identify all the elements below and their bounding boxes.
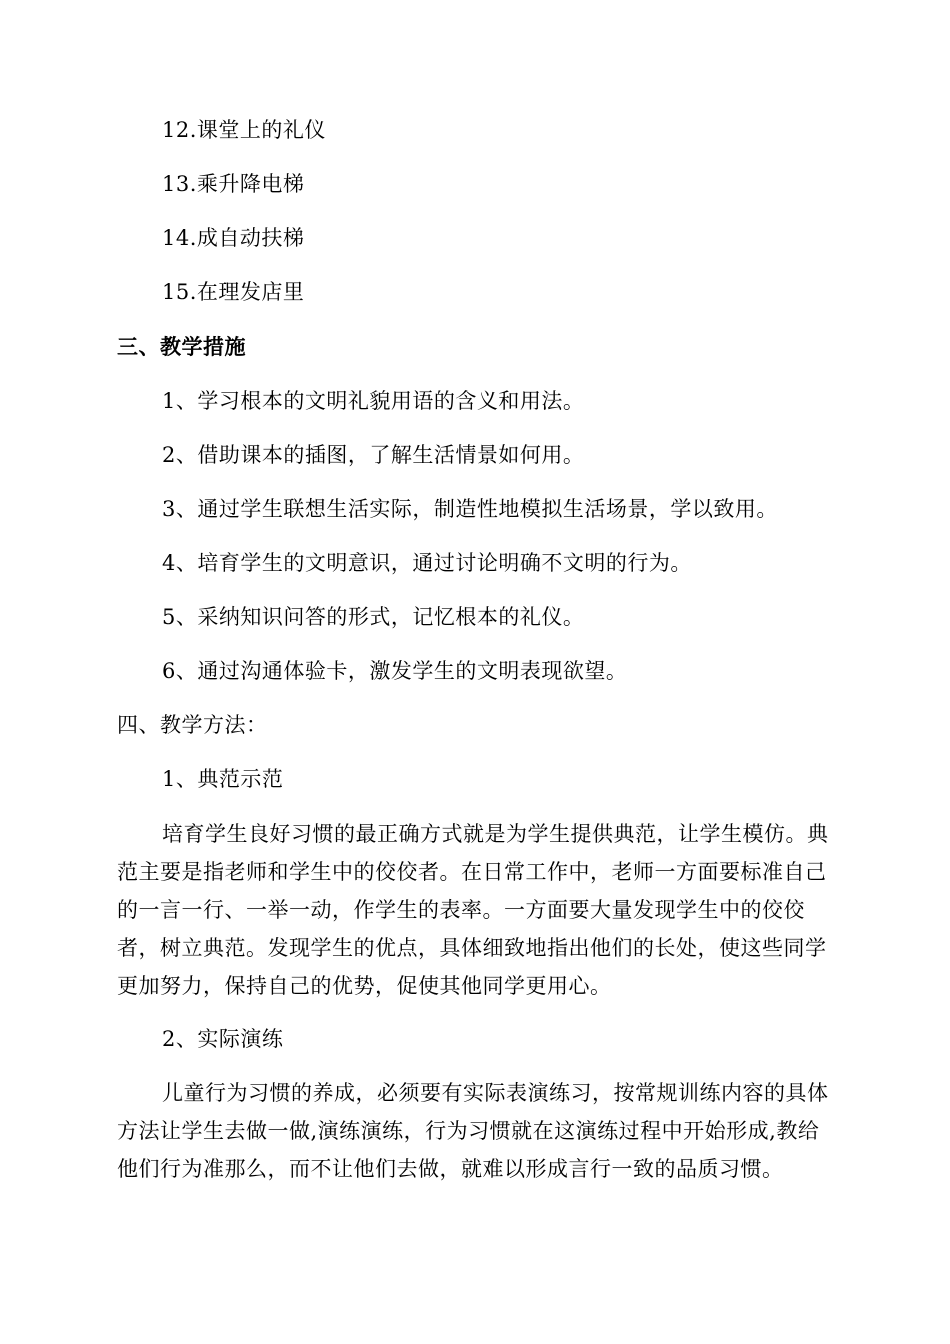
measure-item-3: 3、通过学生联想生活实际，制造性地模拟生活场景，学以致用。	[162, 497, 778, 521]
list-item-14: 14.成自动扶梯	[162, 226, 305, 250]
method-2-title: 2、实际演练	[162, 1027, 284, 1051]
list-item-13: 13.乘升降电梯	[162, 172, 305, 196]
measure-item-1: 1、学习根本的文明礼貌用语的含义和用法。	[162, 389, 585, 413]
method-1-paragraph: 培育学生良好习惯的最正确方式就是为学生提供典范，让学生模仿。典范主要是指老师和学生中的佼佼者。在日常工作中，老师一方面要标准自己的一言一行、一举一动，作学生的表率。一方面要大量发现学生中的佼佼者，树立典范。发现学生的优点，具体细致地指出他们的长处，使这些同学更加努力，保持自己的优势，促使其他同学更用心。	[117, 822, 829, 998]
measure-item-2: 2、借助课本的插图，了解生活情景如何用。	[162, 443, 585, 467]
list-item-15: 15.在理发店里	[162, 280, 305, 304]
section-heading-methods: 四、教学方法：	[117, 713, 268, 737]
method-2-paragraph: 儿童行为习惯的养成，必须要有实际表演练习，按常规训练内容的具体方法让学生去做一做,演练演练，行为习惯就在这演练过程中开始形成,教给他们行为准那么，而不让他们去做，就难以形成言行一致的品质习惯。	[117, 1081, 829, 1181]
section-heading-measures: 三、教学措施	[117, 334, 246, 359]
measure-item-5: 5、采纳知识问答的形式，记忆根本的礼仪。	[162, 605, 585, 629]
list-item-12: 12.课堂上的礼仪	[162, 118, 326, 142]
measure-item-4: 4、培育学生的文明意识，通过讨论明确不文明的行为。	[162, 551, 692, 575]
measure-item-6: 6、通过沟通体验卡，激发学生的文明表现欲望。	[162, 659, 628, 683]
method-1-title: 1、典范示范	[162, 767, 284, 791]
